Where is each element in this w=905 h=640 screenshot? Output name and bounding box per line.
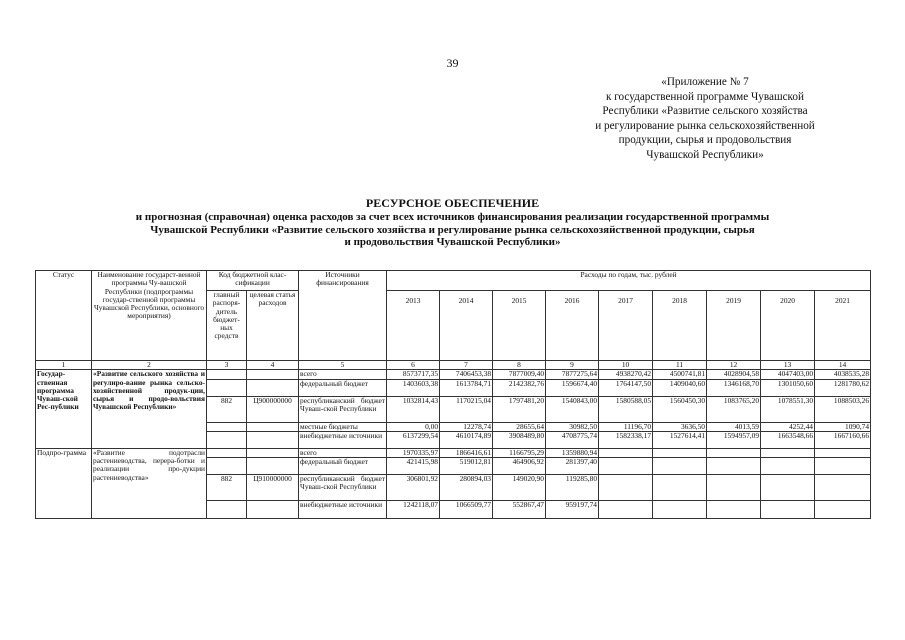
value-cell: [599, 448, 653, 457]
column-index: 2: [92, 361, 207, 370]
value-cell: [653, 448, 707, 457]
value-cell: 464906,92: [493, 458, 546, 475]
source-cell: федеральный бюджет: [299, 379, 387, 396]
value-cell: [815, 448, 871, 457]
value-cell: [653, 458, 707, 475]
source-cell: всего: [299, 448, 387, 457]
value-cell: 3636,50: [653, 422, 707, 431]
source-cell: федеральный бюджет: [299, 458, 387, 475]
value-cell: 1797481,20: [493, 396, 546, 422]
value-cell: 12278,74: [440, 422, 493, 431]
source-cell: местные бюджеты: [299, 422, 387, 431]
column-index: 4: [247, 361, 299, 370]
main-manager-cell: [207, 422, 247, 431]
header-status: Статус: [36, 271, 92, 361]
value-cell: 1582338,17: [599, 431, 653, 448]
value-cell: 7877275,64: [546, 370, 599, 379]
value-cell: [761, 458, 815, 475]
value-cell: 4708775,74: [546, 431, 599, 448]
page-number: 39: [446, 56, 459, 70]
appendix-line: и регулирование рынка сельскохозяйственной: [595, 119, 815, 132]
header-year: 2013: [387, 291, 440, 361]
header-year: 2020: [761, 291, 815, 361]
value-cell: 1301050,60: [761, 379, 815, 396]
value-cell: 1166795,29: [493, 448, 546, 457]
main-manager-cell: [207, 458, 247, 475]
value-cell: 1083765,20: [707, 396, 761, 422]
appendix-line: продукции, сырья и продовольствия: [618, 134, 792, 147]
value-cell: 7877009,40: [493, 370, 546, 379]
appendix-line: к государственной программе Чувашской: [606, 90, 804, 103]
main-manager-cell: [207, 370, 247, 379]
column-index: 8: [493, 361, 546, 370]
value-cell: 4013,59: [707, 422, 761, 431]
value-cell: [815, 501, 871, 519]
column-index: 3: [207, 361, 247, 370]
value-cell: 11196,70: [599, 422, 653, 431]
document-subtitle: [40, 211, 865, 249]
value-cell: 1088503,26: [815, 396, 871, 422]
value-cell: 1560450,30: [653, 396, 707, 422]
value-cell: 959197,74: [546, 501, 599, 519]
value-cell: 1527614,41: [653, 431, 707, 448]
value-cell: 28655,64: [493, 422, 546, 431]
value-cell: 280894,03: [440, 475, 493, 501]
header-name: Наименование государст-венной программы Чу-вашской Республики (подпрограммы государ-ственной программы Чувашской Республики, основного мероприятия): [92, 271, 207, 361]
value-cell: 149020,90: [493, 475, 546, 501]
target-item-cell: [247, 431, 299, 448]
target-item-cell: [247, 379, 299, 396]
target-item-cell: [247, 448, 299, 457]
value-cell: [815, 458, 871, 475]
header-sources: Источники финансирования: [299, 271, 387, 361]
subtitle-line: и прогнозная (справочная) оценка расходов за счет всех источников финансирования реализации государственной программы: [135, 211, 770, 223]
header-target-item: целевая статья расходов: [247, 291, 299, 361]
value-cell: [761, 448, 815, 457]
main-manager-cell: 882: [207, 475, 247, 501]
column-index: 11: [653, 361, 707, 370]
source-cell: республиканский бюджет Чуваш-ской Республики: [299, 475, 387, 501]
header-expenses: Расходы по годам, тыс. рублей: [387, 271, 871, 291]
table-row: [36, 370, 871, 379]
column-index: 12: [707, 361, 761, 370]
value-cell: 1970335,97: [387, 448, 440, 457]
column-index: 9: [546, 361, 599, 370]
value-cell: [815, 475, 871, 501]
value-cell: 1540843,00: [546, 396, 599, 422]
value-cell: [599, 475, 653, 501]
value-cell: [707, 501, 761, 519]
main-manager-cell: 882: [207, 396, 247, 422]
header-main-manager: главный распоря-дитель бюджет-ных средств: [207, 291, 247, 361]
value-cell: 1170215,04: [440, 396, 493, 422]
main-manager-cell: [207, 501, 247, 519]
appendix-line: Чувашской Республики»: [646, 148, 764, 161]
subtitle-line: Чувашской Республики «Развитие сельского хозяйства и регулирование рынка сельскохозяйственной продукции, сырья: [150, 223, 755, 236]
value-cell: 1281780,62: [815, 379, 871, 396]
status-cell: Государ-ственная программа Чуваш-ской Рес-публики: [36, 370, 92, 449]
table-row: [36, 448, 871, 457]
header-year: 2014: [440, 291, 493, 361]
value-cell: 1594957,09: [707, 431, 761, 448]
header-budget-code: Код бюджетной клас-сификации: [207, 271, 299, 291]
value-cell: [599, 501, 653, 519]
value-cell: 1409040,60: [653, 379, 707, 396]
value-cell: 1866416,61: [440, 448, 493, 457]
column-index: 1: [36, 361, 92, 370]
value-cell: 4610174,89: [440, 431, 493, 448]
column-index: 7: [440, 361, 493, 370]
document-title: РЕСУРСНОЕ ОБЕСПЕЧЕНИЕ: [365, 196, 540, 210]
source-cell: республиканский бюджет Чуваш-ской Республики: [299, 396, 387, 422]
program-name-cell: «Развитие сельского хозяйства и регулиро-вание рынка сельско-хозяйственной продук-ции, сырья и продо-вольствия Чувашской Республики»: [92, 370, 207, 449]
subtitle-line: и продовольствия Чувашской Республики»: [344, 236, 561, 249]
appendix-line: «Приложение № 7: [661, 76, 749, 88]
header-year: 2019: [707, 291, 761, 361]
value-cell: 519012,81: [440, 458, 493, 475]
value-cell: 306801,92: [387, 475, 440, 501]
value-cell: 1346168,70: [707, 379, 761, 396]
value-cell: [707, 448, 761, 457]
target-item-cell: [247, 422, 299, 431]
value-cell: 1242118,07: [387, 501, 440, 519]
target-item-cell: Ц900000000: [247, 396, 299, 422]
value-cell: 1663548,66: [761, 431, 815, 448]
value-cell: 1359880,94: [546, 448, 599, 457]
main-manager-cell: [207, 379, 247, 396]
value-cell: 4038535,28: [815, 370, 871, 379]
target-item-cell: [247, 370, 299, 379]
value-cell: 4500741,81: [653, 370, 707, 379]
value-cell: 7406453,38: [440, 370, 493, 379]
status-cell: Подпро-грамма: [36, 448, 92, 518]
value-cell: 1580588,05: [599, 396, 653, 422]
value-cell: 1090,74: [815, 422, 871, 431]
column-index: 14: [815, 361, 871, 370]
header-year: 2015: [493, 291, 546, 361]
column-index: 10: [599, 361, 653, 370]
column-index: 6: [387, 361, 440, 370]
value-cell: 0,00: [387, 422, 440, 431]
value-cell: [707, 458, 761, 475]
value-cell: 119285,80: [546, 475, 599, 501]
resource-table: [35, 270, 871, 519]
value-cell: 1613784,71: [440, 379, 493, 396]
value-cell: 6137299,54: [387, 431, 440, 448]
source-cell: всего: [299, 370, 387, 379]
value-cell: 3908489,80: [493, 431, 546, 448]
appendix-line: Республики «Развитие сельского хозяйства: [602, 105, 808, 118]
value-cell: 1403603,38: [387, 379, 440, 396]
column-index: 5: [299, 361, 387, 370]
source-cell: внебюджетные источники: [299, 501, 387, 519]
value-cell: [599, 458, 653, 475]
value-cell: 4028904,58: [707, 370, 761, 379]
program-name-cell: «Развитие подотрасли растениеводства, перера-ботки и реализации про-дукции растениеводства»: [92, 448, 207, 518]
header-year: 2016: [546, 291, 599, 361]
value-cell: 1078551,30: [761, 396, 815, 422]
value-cell: [707, 475, 761, 501]
value-cell: 281397,40: [546, 458, 599, 475]
value-cell: 1764147,50: [599, 379, 653, 396]
main-manager-cell: [207, 431, 247, 448]
header-year: 2021: [815, 291, 871, 361]
value-cell: [653, 475, 707, 501]
value-cell: 8573717,35: [387, 370, 440, 379]
value-cell: [761, 475, 815, 501]
main-manager-cell: [207, 448, 247, 457]
value-cell: 30982,50: [546, 422, 599, 431]
value-cell: [761, 501, 815, 519]
value-cell: 421415,98: [387, 458, 440, 475]
target-item-cell: [247, 501, 299, 519]
source-cell: внебюджетные источники: [299, 431, 387, 448]
header-year: 2018: [653, 291, 707, 361]
value-cell: 1667160,66: [815, 431, 871, 448]
value-cell: 1032814,43: [387, 396, 440, 422]
value-cell: 4252,44: [761, 422, 815, 431]
value-cell: 1596674,40: [546, 379, 599, 396]
target-item-cell: Ц910000000: [247, 475, 299, 501]
target-item-cell: [247, 458, 299, 475]
value-cell: 1066509,77: [440, 501, 493, 519]
column-index: 13: [761, 361, 815, 370]
appendix-note: [560, 75, 850, 163]
value-cell: 4047403,00: [761, 370, 815, 379]
value-cell: 4938270,42: [599, 370, 653, 379]
value-cell: 552867,47: [493, 501, 546, 519]
header-year: 2017: [599, 291, 653, 361]
value-cell: [653, 501, 707, 519]
value-cell: 2142382,76: [493, 379, 546, 396]
